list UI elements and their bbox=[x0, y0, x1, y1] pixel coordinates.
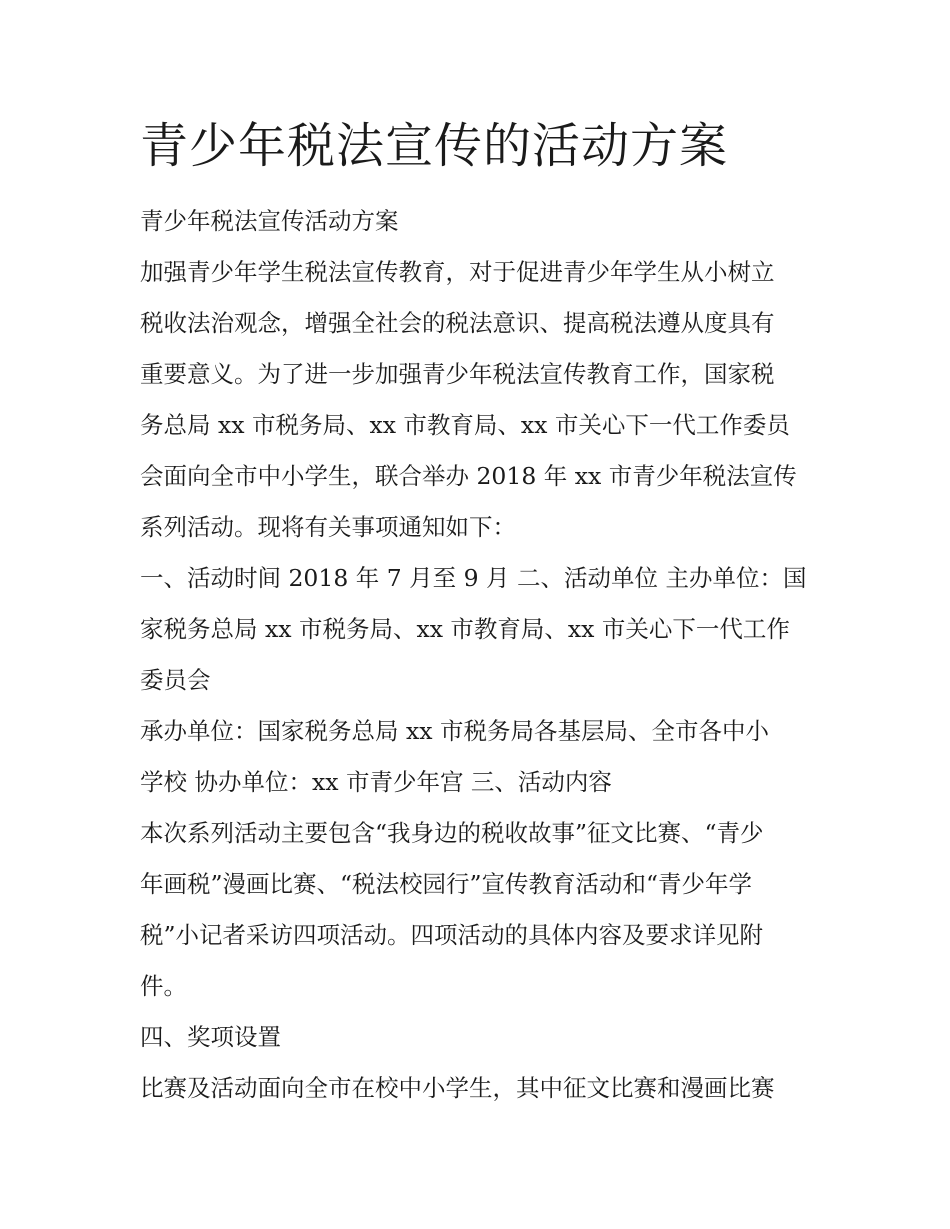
body-line: 税收法治观念，增强全社会的税法意识、提高税法遵从度具有 bbox=[140, 309, 775, 337]
document-title: 青少年税法宣传的活动方案 bbox=[140, 118, 729, 174]
body-line: 加强青少年学生税法宣传教育，对于促进青少年学生从小树立 bbox=[140, 258, 775, 286]
body-line: 务总局 xx 市税务局、xx 市教育局、xx 市关心下一代工作委员 bbox=[140, 411, 790, 439]
body-line: 重要意义。为了进一步加强青少年税法宣传教育工作，国家税 bbox=[140, 360, 775, 388]
body-line: 税”小记者采访四项活动。四项活动的具体内容及要求详见附 bbox=[140, 921, 764, 949]
body-line: 承办单位：国家税务总局 xx 市税务局各基层局、全市各中小 bbox=[140, 717, 769, 745]
document-page bbox=[140, 112, 830, 1114]
section-heading: 四、奖项设置 bbox=[140, 1023, 281, 1051]
body-line: 年画税”漫画比赛、“税法校园行”宣传教育活动和“青少年学 bbox=[140, 870, 753, 898]
body-line: 会面向全市中小学生，联合举办 2018 年 xx 市青少年税法宣传 bbox=[140, 462, 797, 490]
body-line: 系列活动。现将有关事项通知如下： bbox=[140, 513, 516, 541]
body-line: 比赛及活动面向全市在校中小学生，其中征文比赛和漫画比赛 bbox=[140, 1074, 775, 1102]
body-line: 学校 协办单位：xx 市青少年宫 三、活动内容 bbox=[140, 768, 612, 796]
body-line: 一、活动时间 2018 年 7 月至 9 月 二、活动单位 主办单位：国 bbox=[140, 564, 807, 592]
body-line: 家税务总局 xx 市税务局、xx 市教育局、xx 市关心下一代工作 bbox=[140, 615, 790, 643]
body-line: 件。 bbox=[140, 972, 187, 1000]
body-line: 本次系列活动主要包含“我身边的税收故事”征文比赛、“青少 bbox=[140, 819, 764, 847]
body-line: 委员会 bbox=[140, 666, 211, 694]
subtitle-line: 青少年税法宣传活动方案 bbox=[140, 207, 399, 235]
